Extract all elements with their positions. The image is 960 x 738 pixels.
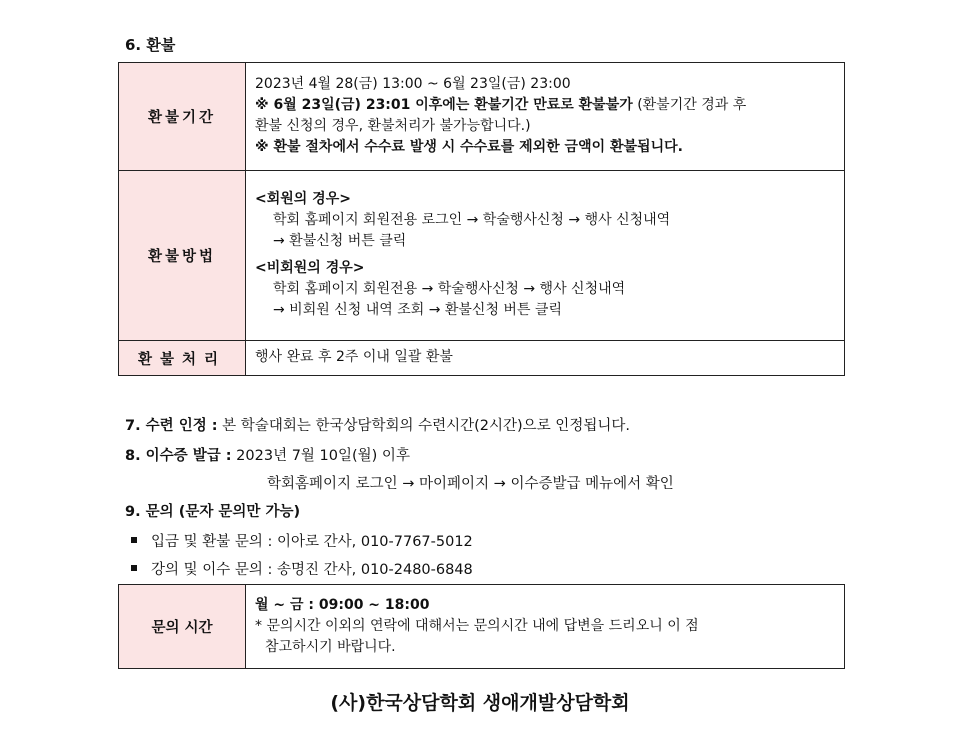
member-case-step-1: 학회 홈페이지 회원전용 로그인 → 학술행사신청 → 행사 신청내역	[273, 212, 671, 228]
nonmember-case-step-2: → 비회원 신청 내역 조회 → 환불신청 버튼 클릭	[273, 302, 562, 318]
refund-table	[118, 62, 845, 376]
refund-method-label: 환불방법	[119, 171, 246, 341]
inquiry-hours-label: 문의 시간	[119, 585, 246, 669]
refund-processing-content: 행사 완료 후 2주 이내 일괄 환불	[246, 341, 845, 376]
inquiry-hours-content	[246, 585, 845, 669]
section-7-text: 본 학술대회는 한국상담학회의 수련시간(2시간)으로 인정됩니다.	[217, 418, 630, 434]
section-9-title	[125, 500, 300, 521]
list-item	[131, 558, 473, 579]
section-7-label: 7. 수련 인정 :	[125, 418, 218, 434]
section-8-label: 8. 이수증 발급 :	[125, 448, 232, 464]
nonmember-case-step-1: 학회 홈페이지 회원전용 → 학술행사신청 → 행사 신청내역	[273, 281, 626, 297]
payment-refund-contact: 입금 및 환불 문의 : 이아로 간사, 010-7767-5012	[151, 534, 473, 550]
inquiry-hours-note-2: 참고하시기 바랍니다.	[265, 638, 396, 655]
refund-period-line-3: 환불 신청의 경우, 환불처리가 불가능합니다.)	[255, 118, 531, 134]
section-9-title-text: 9. 문의 (문자 문의만 가능)	[125, 504, 301, 520]
table-row-refund-processing	[119, 341, 845, 376]
bullet-icon	[131, 537, 137, 543]
refund-period-note: (환불기간 경과 후	[632, 97, 747, 113]
bullet-icon	[131, 565, 137, 571]
refund-fee-notice: ※ 환불 절차에서 수수료 발생 시 수수료를 제외한 금액이 환불됩니다.	[255, 139, 683, 155]
refund-period-warning: ※ 6월 23일(금) 23:01 이후에는 환불기간 만료로 환불불가	[255, 97, 633, 113]
inquiry-hours-time: 월 ~ 금 : 09:00 ~ 18:00	[255, 596, 430, 613]
refund-period-line-1: 2023년 4월 28(금) 13:00 ~ 6월 23일(금) 23:00	[255, 76, 571, 92]
refund-method-content	[246, 171, 845, 341]
organization-footer: (사)한국상담학회 생애개발상담학회	[330, 692, 630, 714]
refund-period-label: 환불기간	[119, 63, 246, 171]
section-8-detail: 학회홈페이지 로그인 → 마이페이지 → 이수증발급 메뉴에서 확인	[267, 476, 674, 492]
inquiry-hours-table	[118, 584, 845, 669]
inquiry-hours-note-1: * 문의시간 이외의 연락에 대해서는 문의시간 내에 답변을 드리오니 이 점	[255, 617, 699, 634]
table-row-refund-method	[119, 171, 845, 341]
list-item	[131, 530, 473, 551]
refund-processing-label: 환불처리	[119, 341, 246, 376]
table-row-refund-period	[119, 63, 845, 171]
refund-period-content	[246, 63, 845, 171]
refund-period-line-2	[255, 95, 836, 116]
lecture-completion-contact: 강의 및 이수 문의 : 송명진 간사, 010-2480-6848	[151, 562, 473, 578]
section-7	[125, 414, 630, 435]
table-row-inquiry-hours	[119, 585, 845, 669]
nonmember-case-heading: <비회원의 경우>	[255, 260, 365, 276]
member-case-heading: <회원의 경우>	[255, 191, 351, 207]
section-8-text: 2023년 7월 10일(월) 이후	[231, 448, 410, 464]
section-8	[125, 444, 410, 465]
section-6-title: 6. 환불	[125, 36, 176, 54]
member-case-step-2: → 환불신청 버튼 클릭	[273, 233, 407, 249]
